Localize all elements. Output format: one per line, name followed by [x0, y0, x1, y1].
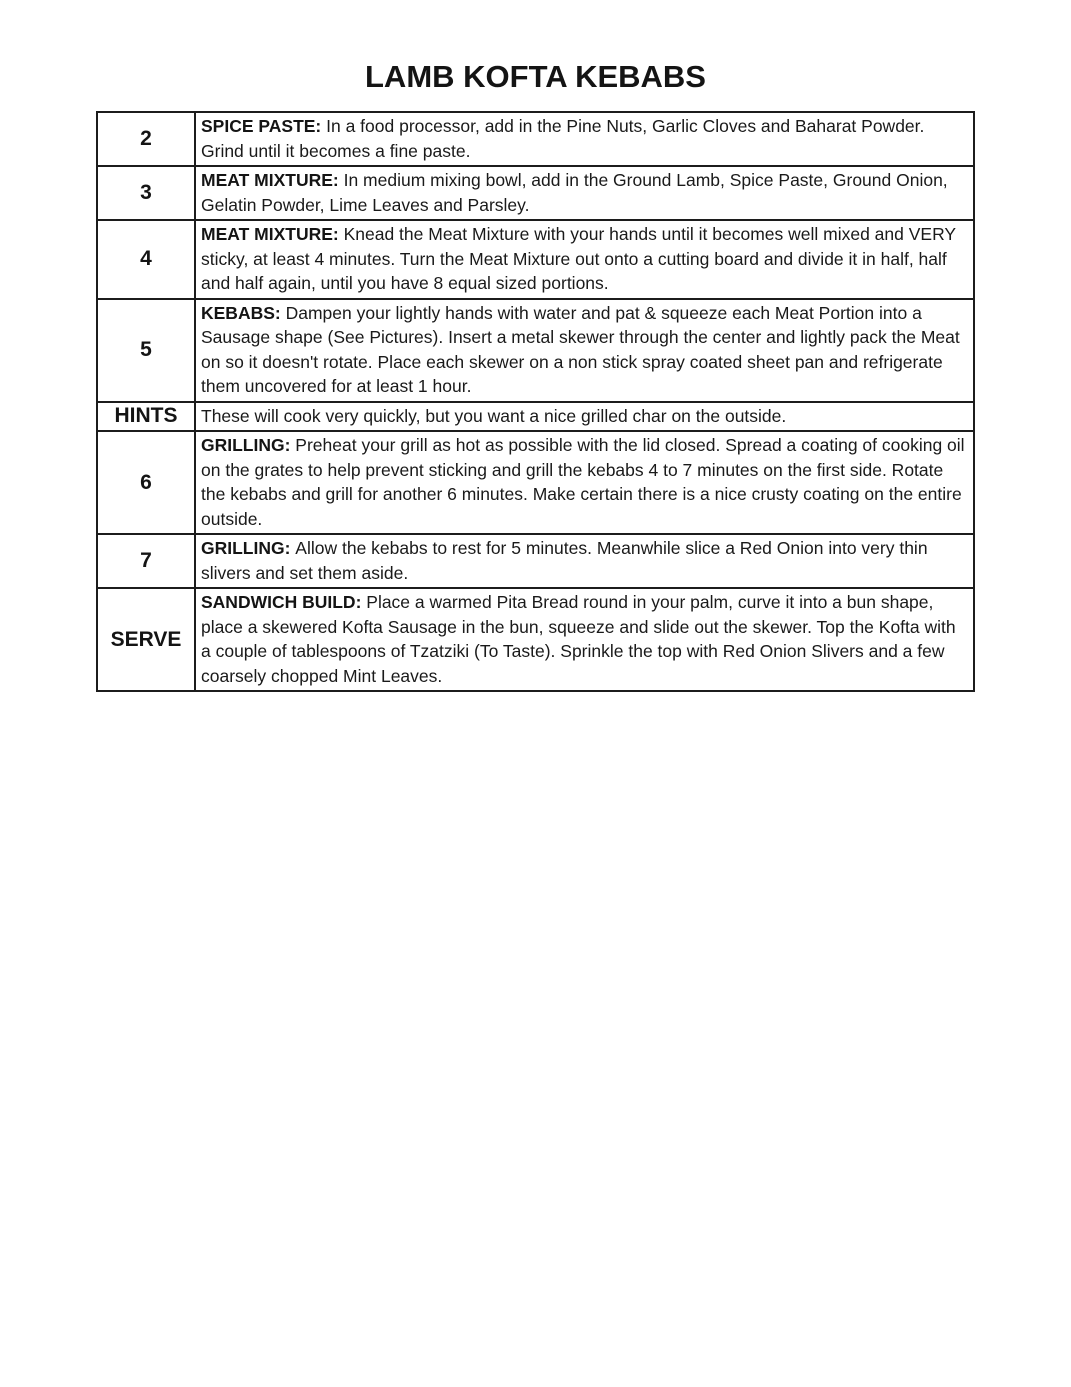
step-label: 4 [97, 220, 195, 299]
step-label: 6 [97, 431, 195, 534]
table-row [97, 220, 974, 299]
instruction-text: Place a warmed Pita Bread round in your palm, curve it into a bun shape, place a skewered Kofta Sausage in the bun, squeeze and slide out the skewer. Top the Kofta with a couple of tablespoons of Tzatziki (To Taste). Sprinkle the top with Red Onion Slivers and a few coarsely chopped Mint Leaves. [201, 592, 956, 686]
table-row [97, 534, 974, 588]
step-instruction [195, 534, 974, 588]
instruction-text: In medium mixing bowl, add in the Ground Lamb, Spice Paste, Ground Onion, Gelatin Powder, Lime Leaves and Parsley. [201, 170, 948, 215]
table-row [97, 166, 974, 220]
table-row [97, 112, 974, 166]
instruction-heading: SANDWICH BUILD: [201, 592, 367, 612]
instruction-text: These will cook very quickly, but you want a nice grilled char on the outside. [201, 405, 787, 426]
instruction-text: In a food processor, add in the Pine Nuts, Garlic Cloves and Baharat Powder. Grind until it becomes a fine paste. [201, 116, 925, 161]
step-instruction [195, 299, 974, 402]
step-instruction [195, 402, 974, 432]
step-label: 3 [97, 166, 195, 220]
step-instruction [195, 220, 974, 299]
step-label: HINTS [97, 402, 195, 432]
step-label: 7 [97, 534, 195, 588]
instruction-heading: KEBABS: [201, 302, 286, 323]
recipe-table [96, 111, 975, 692]
step-instruction [195, 588, 974, 691]
instruction-text: Allow the kebabs to rest for 5 minutes. Meanwhile slice a Red Onion into very thin slivers and set them aside. [201, 538, 928, 583]
instruction-heading: MEAT MIXTURE: [201, 224, 344, 244]
table-row [97, 431, 974, 534]
instruction-heading: GRILLING: [201, 435, 296, 455]
step-label: 5 [97, 299, 195, 402]
step-label: 2 [97, 112, 195, 166]
step-instruction [195, 166, 974, 220]
table-row [97, 588, 974, 691]
table-row [97, 402, 974, 432]
page-title: LAMB KOFTA KEBABS [365, 59, 706, 94]
instruction-text: Knead the Meat Mixture with your hands until it becomes well mixed and VERY sticky, at least 4 minutes. Turn the Meat Mixture out onto a cutting board and divide it in half, half and half again, until you have 8 equal sized portions. [201, 224, 956, 293]
table-row [97, 299, 974, 402]
step-instruction [195, 112, 974, 166]
instruction-heading: SPICE PASTE: [201, 116, 327, 136]
step-label: SERVE [97, 588, 195, 691]
instruction-heading: GRILLING: [201, 538, 296, 558]
instruction-text: Preheat your grill as hot as possible with the lid closed. Spread a coating of cooking oil on the grates to help prevent sticking and grill the kebabs 4 to 7 minutes on the first side. Rotate the kebabs and grill for another 6 minutes. Make certain there is a nice crusty coating on the entire outside. [201, 435, 965, 529]
recipe-table-body [97, 112, 974, 691]
instruction-text: Dampen your lightly hands with water and pat & squeeze each Meat Portion into a Sausage shape (See Pictures). Insert a metal skewer through the center and lightly pack the Meat on so it doesn't rotate. Place each skewer on a non stick spray coated sheet pan and refrigerate them uncovered for at least 1 hour. [201, 302, 960, 396]
step-instruction [195, 431, 974, 534]
instruction-heading: MEAT MIXTURE: [201, 170, 344, 190]
